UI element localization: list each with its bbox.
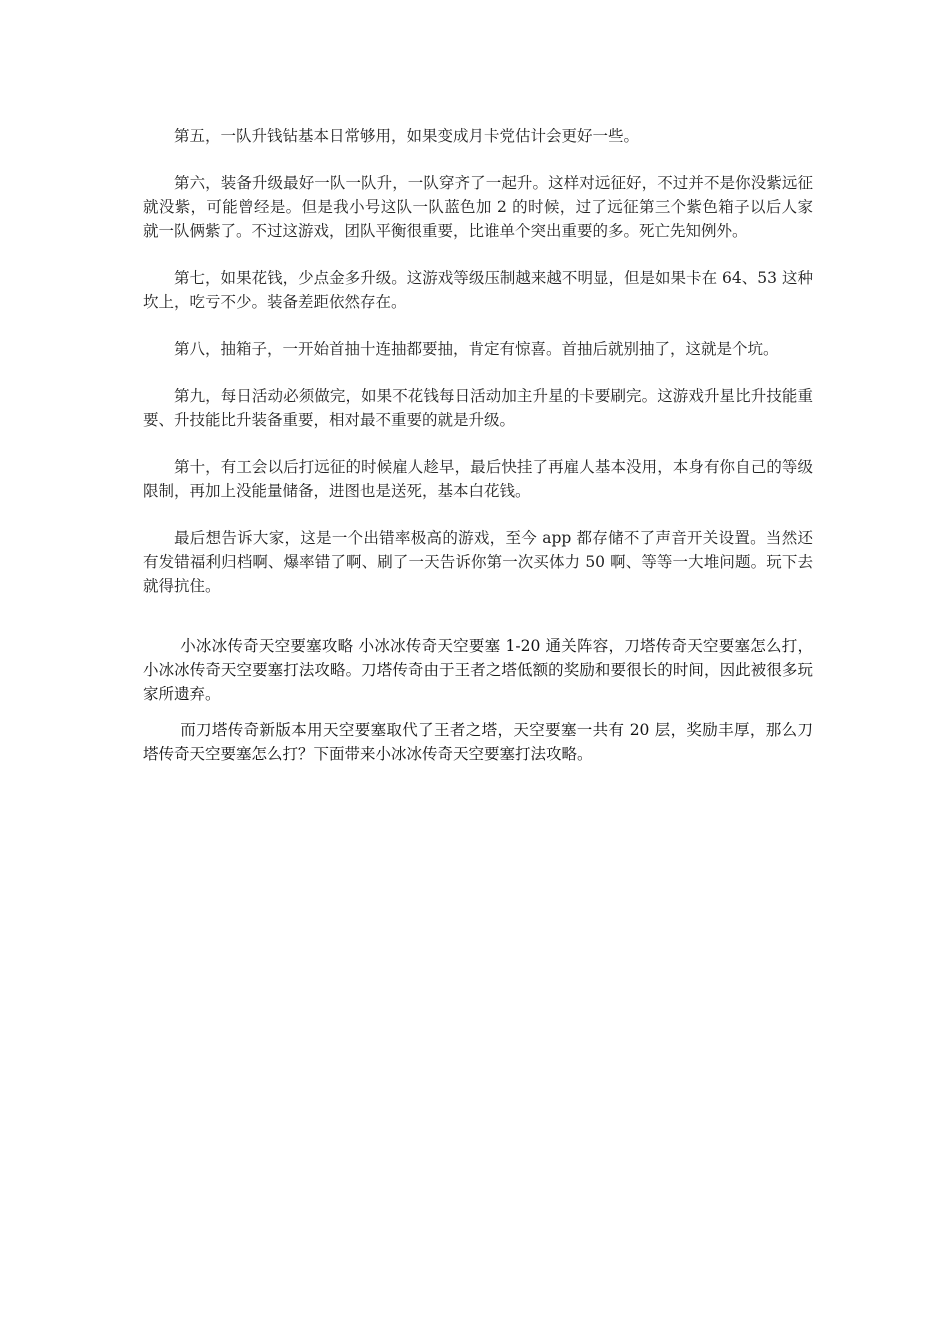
paragraph-5: 第五，一队升钱钻基本日常够用，如果变成月卡党估计会更好一些。 [174, 127, 640, 145]
paragraph-gap [143, 706, 813, 718]
sky-fortress-detail: 而刀塔传奇新版本用天空要塞取代了王者之塔，天空要塞一共有 20 层，奖励丰厚，那么刀塔传奇天空要塞怎么打？下面带来小冰冰传奇天空要塞打法攻略。 [143, 721, 813, 763]
paragraph-8: 第八，抽箱子，一开始首抽十连抽都要抽，肯定有惊喜。首抽后就别抽了，这就是个坑。 [174, 340, 779, 358]
paragraph-gap [143, 148, 813, 171]
paragraph-gap [143, 503, 813, 526]
sky-fortress-intro: 小冰冰传奇天空要塞攻略 小冰冰传奇天空要塞 1-20 通关阵容，刀塔传奇天空要塞怎么打，小冰冰传奇天空要塞打法攻略。刀塔传奇由于王者之塔低额的奖励和要很长的时间，因此被很多玩家所遗弃。 [143, 637, 813, 703]
paragraph-conclusion: 最后想告诉大家，这是一个出错率极高的游戏，至今 app 都存储不了声音开关设置。当然还有发错福利归档啊、爆率错了啊、刷了一天告诉你第一次买体力 50 啊、等等一大堆问题。玩下去就得抗住。 [143, 529, 813, 595]
document-body [143, 124, 813, 766]
paragraph-7: 第七，如果花钱，少点金多升级。这游戏等级压制越来越不明显，但是如果卡在 64、53 这种坎上，吃亏不少。装备差距依然存在。 [143, 269, 813, 311]
paragraph-6: 第六，装备升级最好一队一队升，一队穿齐了一起升。这样对远征好，不过并不是你没紫远征就没紫，可能曾经是。但是我小号这队一队蓝色加 2 的时候，过了远征第三个紫色箱子以后人家就一队俩紫了。不过这游戏，团队平衡很重要，比谁单个突出重要的多。死亡先知例外。 [143, 174, 813, 240]
paragraph-gap [143, 432, 813, 455]
paragraph-gap [143, 314, 813, 337]
paragraph-gap [143, 243, 813, 266]
paragraph-9: 第九，每日活动必须做完，如果不花钱每日活动加主升星的卡要刷完。这游戏升星比升技能重要、升技能比升装备重要，相对最不重要的就是升级。 [143, 387, 813, 429]
paragraph-gap [143, 361, 813, 384]
section-gap [143, 598, 813, 634]
paragraph-10: 第十，有工会以后打远征的时候雇人趁早，最后快挂了再雇人基本没用，本身有你自己的等级限制，再加上没能量储备，进图也是送死，基本白花钱。 [143, 458, 813, 500]
sky-fortress-section [143, 634, 813, 766]
